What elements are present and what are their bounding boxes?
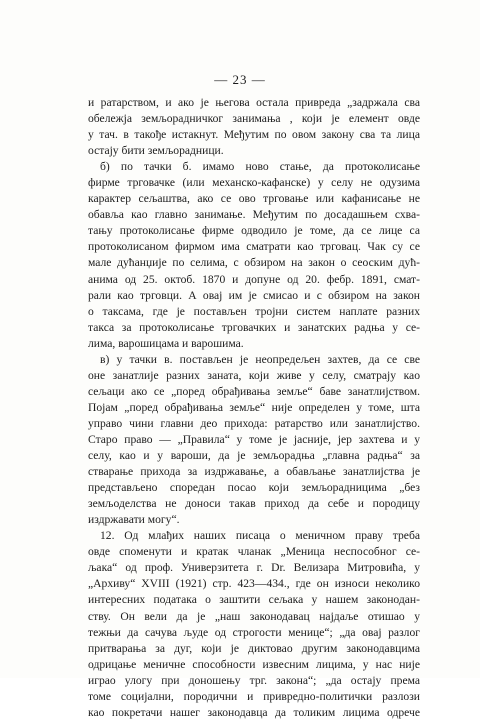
text-line: анима од 25. октоб. 1870 и допуне од 20. фебр. 1891, смат- bbox=[88, 272, 420, 286]
text-line: обележја земљорадничког занимања , који је елемент овде bbox=[88, 112, 420, 126]
text-line: одрицање меничне способности извесним лицима, у нас није bbox=[88, 657, 420, 671]
text-line: тању протоколисање фирме одводило је томе, да се лице са bbox=[88, 224, 420, 238]
text-line: овде споменути и кратак чланак „Меница неспособног се- bbox=[88, 545, 420, 559]
text-line: интересних података о заштити сељака у нашем законодан- bbox=[88, 593, 420, 607]
text-line: љака“ од проф. Универзитета г. Dr. Велизара Митровића, у bbox=[88, 561, 420, 575]
text-line: мале дућанџије по селима, с обзиром на закон о сеоским дућ- bbox=[88, 256, 420, 270]
text-line: „Архиву“ XVIII (1921) стр. 423—434., где он износи неколико bbox=[88, 577, 420, 591]
text-line: 12. Од млађих наших писаца о меничном праву треба bbox=[100, 529, 420, 543]
text-line: сељаци ако се „поред обрађивања земље“ баве занатлијством. bbox=[88, 384, 420, 398]
text-line: земљоделства не доноси такав приход да себе и породицу bbox=[88, 497, 420, 511]
text-line: тежњи да сачува људе од строгости менице“; „да овај разлог bbox=[88, 625, 420, 639]
text-line: такса за протоколисање трговачких и занатских радња у се- bbox=[88, 320, 420, 334]
text-line: в) у тачки в. постављен је неопредељен захтев, да се све bbox=[100, 352, 420, 366]
text-line: Појам „поред обрађивања земље“ није определен у томе, шта bbox=[88, 400, 420, 414]
text-line: у тач. в такође истакнут. Међутим по овом закону сва та лица bbox=[88, 128, 420, 142]
text-line: томе социјални, породични и привредно-политички разлози bbox=[88, 689, 420, 703]
text-line: као покретачи нашег законодавца да толиким лицима одрече bbox=[88, 705, 420, 719]
text-line: протоколисаном фирмом има сматрати као трговац. Чак су се bbox=[88, 240, 420, 254]
text-line: и ратарством, и ако је његова остала привреда „задржала сва bbox=[88, 96, 420, 109]
text-line: лима, варошицама и варошима. bbox=[88, 336, 244, 350]
text-line: издржавати могу“. bbox=[88, 513, 180, 527]
text-line: стварање прихода за издржавање, а обављање занатлијства је bbox=[88, 465, 420, 479]
text-line: Старо право — „Правила“ у томе је јасније, јер захтева и у bbox=[88, 432, 420, 446]
text-line: фирме трговачке (или механско-кафанске) у селу не одузима bbox=[88, 176, 420, 190]
text-line: карактер сељаштва, ако се ово трговање или кафанисање не bbox=[88, 192, 420, 206]
text-line: ству. Он вели да је „наш законодавац најдаље отишао у bbox=[88, 609, 420, 623]
text-line: управо чини главни део прихода: ратарство или занатлијство. bbox=[88, 416, 420, 430]
text-line: представљено споредан посао који земљорадницима „без bbox=[88, 481, 420, 495]
text-line: остају бити земљорадници. bbox=[88, 144, 224, 158]
text-line: обавља као главно занимање. Међутим по досадашњем схва- bbox=[88, 208, 420, 222]
text-line: о таксама, где је постављен трojни систем наплате разних bbox=[88, 304, 420, 318]
text-line: рали као трговци. А овај им је смисао и с обзиром на закон bbox=[88, 288, 420, 302]
text-line: оне занатлије разних заната, који живе у селу, сматрају као bbox=[88, 368, 420, 382]
text-line: селу, као и у вароши, да је земљорадња „главна радња“ за bbox=[88, 449, 420, 463]
page-number: — 23 — bbox=[214, 72, 266, 87]
body-text bbox=[88, 95, 420, 721]
text-line: играо улогу при доношењу трг. закона“; „да остају према bbox=[88, 673, 420, 687]
text-line: притварања за дуг, који је диктовао другим законодавцима bbox=[88, 641, 420, 655]
text-line: б) по тачки б. имамо ново стање, да протоколисање bbox=[100, 160, 420, 174]
